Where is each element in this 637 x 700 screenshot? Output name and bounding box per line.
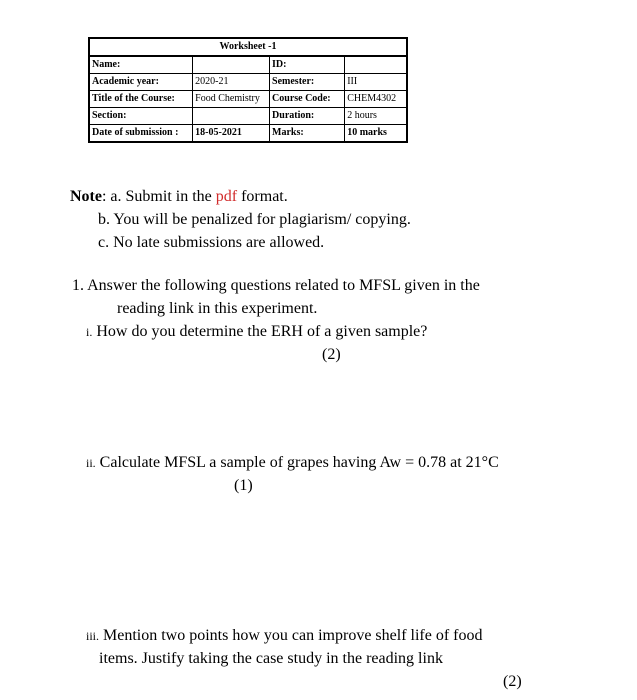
id-label: ID: bbox=[270, 56, 345, 74]
note-a-suffix: format. bbox=[237, 188, 288, 205]
note-line-a bbox=[70, 187, 288, 207]
question-part-ii-marks: (1) bbox=[234, 477, 253, 494]
part-text: Mention two points how you can improve shelf life of food bbox=[103, 627, 483, 644]
duration-value: 2 hours bbox=[345, 108, 407, 125]
question-part-iii-marks: (2) bbox=[503, 673, 522, 690]
question-intro-line1: 1. Answer the following questions related to MFSL given in the bbox=[72, 277, 480, 294]
part-number: ii. bbox=[86, 456, 96, 470]
id-value bbox=[345, 56, 407, 74]
table-row bbox=[89, 91, 407, 108]
course-code-label: Course Code: bbox=[270, 91, 345, 108]
table-row bbox=[89, 56, 407, 74]
course-title-label: Title of the Course: bbox=[89, 91, 193, 108]
table-row bbox=[89, 108, 407, 125]
section-value bbox=[193, 108, 270, 125]
duration-label: Duration: bbox=[270, 108, 345, 125]
note-a-prefix: : a. Submit in the bbox=[101, 188, 216, 205]
question-part-i-marks: (2) bbox=[322, 346, 341, 363]
part-text: Calculate MFSL a sample of grapes having Aw = 0.78 at 21°C bbox=[99, 454, 499, 471]
pdf-highlight: pdf bbox=[215, 188, 238, 205]
note-line-c: c. No late submissions are allowed. bbox=[98, 234, 325, 251]
semester-value: III bbox=[345, 74, 407, 91]
worksheet-title: Worksheet -1 bbox=[89, 38, 407, 56]
section-label: Section: bbox=[89, 108, 193, 125]
academic-year-value: 2020-21 bbox=[193, 74, 270, 91]
question-part-iii-line2: items. Justify taking the case study in the reading link bbox=[99, 650, 443, 667]
part-number: iii. bbox=[86, 629, 100, 643]
part-number: i. bbox=[86, 325, 93, 339]
table-row bbox=[89, 74, 407, 91]
marks-label: Marks: bbox=[270, 125, 345, 143]
submission-date-value: 18-05-2021 bbox=[193, 125, 270, 143]
part-text: How do you determine the ERH of a given sample? bbox=[96, 323, 428, 340]
question-part-i bbox=[86, 322, 427, 342]
name-label: Name: bbox=[89, 56, 193, 74]
submission-date-label: Date of submission : bbox=[89, 125, 193, 143]
question-part-ii bbox=[86, 453, 499, 473]
table-row bbox=[89, 125, 407, 143]
name-value bbox=[193, 56, 270, 74]
marks-value: 10 marks bbox=[345, 125, 407, 143]
worksheet-info-table bbox=[88, 37, 408, 143]
note-label: Note bbox=[70, 188, 102, 205]
note-line-b: b. You will be penalized for plagiarism/ copying. bbox=[98, 211, 411, 228]
question-part-iii bbox=[86, 626, 483, 646]
semester-label: Semester: bbox=[270, 74, 345, 91]
question-intro-line2: reading link in this experiment. bbox=[117, 300, 318, 317]
academic-year-label: Academic year: bbox=[89, 74, 193, 91]
course-title-value: Food Chemistry bbox=[193, 91, 270, 108]
course-code-value: CHEM4302 bbox=[345, 91, 407, 108]
